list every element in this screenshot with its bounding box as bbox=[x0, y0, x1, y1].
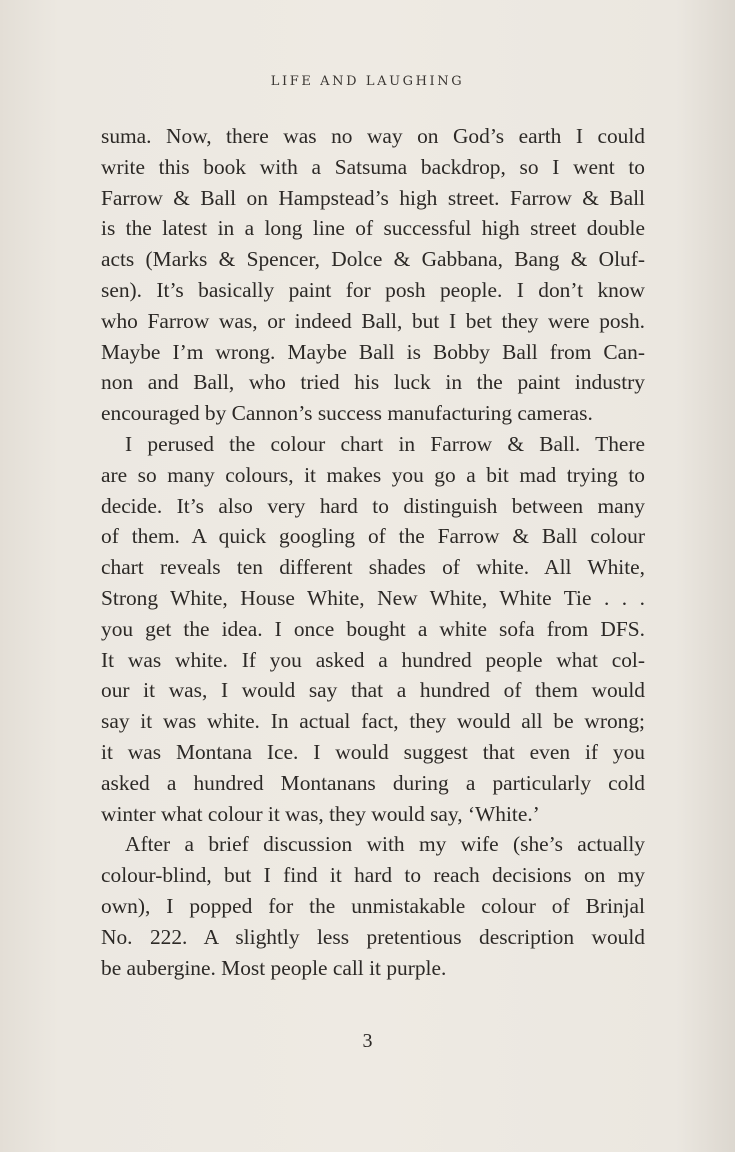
text-line: It was white. If you asked a hundred people what col- bbox=[101, 647, 645, 672]
paragraph-3 bbox=[101, 829, 645, 983]
text-line: is the latest in a long line of successful high street double bbox=[101, 216, 645, 241]
text-line: Maybe I’m wrong. Maybe Ball is Bobby Ball from Can- bbox=[101, 339, 645, 364]
text-line: Strong White, House White, New White, White Tie . . . bbox=[101, 585, 645, 610]
text-line: say it was white. In actual fact, they would all be wrong; bbox=[101, 709, 645, 734]
text-line: you get the idea. I once bought a white sofa from DFS. bbox=[101, 616, 645, 641]
text-line: colour-blind, but I find it hard to reach decisions on my bbox=[101, 863, 645, 888]
text-line: chart reveals ten different shades of white. All White, bbox=[101, 555, 645, 580]
text-line: sen). It’s basically paint for posh people. I don’t know bbox=[101, 277, 645, 302]
page-number: 3 bbox=[362, 1030, 373, 1052]
text-line: acts (Marks & Spencer, Dolce & Gabbana, Bang & Oluf- bbox=[101, 247, 645, 272]
text-line: of them. A quick googling of the Farrow & Ball colour bbox=[101, 524, 645, 549]
text-line: After a brief discussion with my wife (she’s actually bbox=[125, 832, 645, 857]
text-line: encouraged by Cannon’s success manufacturing cameras. bbox=[101, 401, 593, 426]
text-line: asked a hundred Montanans during a particularly cold bbox=[101, 770, 645, 795]
text-line: write this book with a Satsuma backdrop, so I went to bbox=[101, 154, 645, 179]
text-line: be aubergine. Most people call it purple. bbox=[101, 955, 447, 980]
text-line: Farrow & Ball on Hampstead’s high street. Farrow & Ball bbox=[101, 185, 645, 210]
text-line: suma. Now, there was no way on God’s earth I could bbox=[101, 124, 645, 148]
text-line: decide. It’s also very hard to distinguish between many bbox=[101, 493, 645, 518]
text-line: non and Ball, who tried his luck in the paint industry bbox=[101, 370, 645, 395]
text-line: I perused the colour chart in Farrow & Ball. There bbox=[125, 431, 645, 456]
text-line: winter what colour it was, they would say, ‘White.’ bbox=[101, 801, 540, 826]
text-line: own), I popped for the unmistakable colour of Brinjal bbox=[101, 893, 645, 918]
paragraph-2 bbox=[101, 429, 645, 829]
text-line: our it was, I would say that a hundred of them would bbox=[101, 678, 645, 703]
body-text bbox=[101, 121, 645, 983]
text-line: it was Montana Ice. I would suggest that even if you bbox=[101, 739, 645, 764]
text-line: are so many colours, it makes you go a bit mad trying to bbox=[101, 462, 645, 487]
paragraph-1 bbox=[101, 121, 645, 429]
text-line: who Farrow was, or indeed Ball, but I bet they were posh. bbox=[101, 308, 645, 333]
text-line: No. 222. A slightly less pretentious description would bbox=[101, 924, 645, 949]
running-head: LIFE AND LAUGHING bbox=[270, 74, 465, 89]
